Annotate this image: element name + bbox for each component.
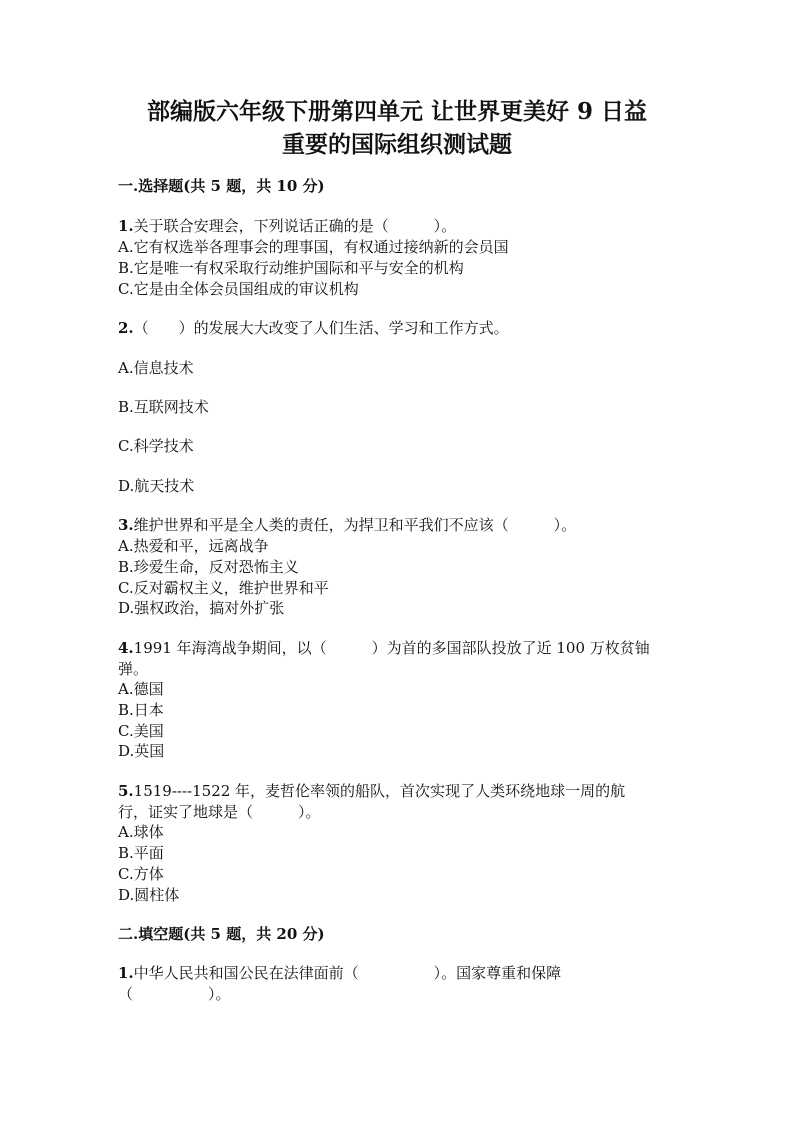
question-text: 中华人民共和国公民在法律面前（ ）。国家尊重和保障: [133, 964, 562, 982]
question-1-stem: [118, 216, 456, 236]
question-text: （ ）的发展大大改变了人们生活、学习和工作方式。: [133, 319, 509, 337]
question-5-option-c: C.方体: [118, 865, 164, 883]
document-title-line-2: 重要的国际组织测试题: [282, 131, 512, 158]
question-1-option-b: B.它是唯一有权采取行动维护国际和平与安全的机构: [118, 259, 464, 277]
question-4-option-a: A.德国: [118, 680, 164, 698]
question-5-option-a: A.球体: [118, 823, 164, 841]
question-5-option-b: B.平面: [118, 844, 164, 862]
question-2-option-c: C.科学技术: [118, 437, 194, 455]
question-text: 关于联合安理会，下列说话正确的是（ ）。: [133, 217, 457, 235]
question-number: 5.: [118, 782, 134, 800]
question-4-stem: [118, 638, 650, 658]
question-4-option-c: C.美国: [118, 722, 164, 740]
question-3-option-a: A.热爱和平，远离战争: [118, 537, 269, 555]
fill-question-1-stem: [118, 963, 561, 983]
question-text: 维护世界和平是全人类的责任，为捍卫和平我们不应该（ ）。: [133, 516, 577, 534]
section-heading-choice: 一.选择题(共 5 题，共 10 分): [118, 177, 325, 195]
question-3-option-d: D.强权政治，搞对外扩张: [118, 599, 285, 617]
question-number: 3.: [118, 516, 134, 534]
question-3-option-c: C.反对霸权主义，维护世界和平: [118, 579, 329, 597]
question-number: 1.: [118, 217, 134, 235]
question-4-stem-continued: 弹。: [118, 660, 149, 678]
question-2-stem: [118, 318, 509, 338]
question-3-option-b: B.珍爱生命，反对恐怖主义: [118, 558, 299, 576]
question-number: 1.: [118, 964, 134, 982]
question-2-option-b: B.互联网技术: [118, 398, 209, 416]
question-number: 4.: [118, 639, 134, 657]
section-heading-fill-blank: 二.填空题(共 5 题，共 20 分): [118, 925, 325, 943]
question-3-stem: [118, 515, 576, 535]
question-1-option-a: A.它有权选举各理事会的理事国，有权通过接纳新的会员国: [118, 238, 509, 256]
question-1-option-c: C.它是由全体会员国组成的审议机构: [118, 280, 359, 298]
question-number: 2.: [118, 319, 134, 337]
question-text: 1519----1522 年，麦哲伦率领的船队，首次实现了人类环绕地球一周的航: [133, 782, 626, 800]
document-title-line-1: 部编版六年级下册第四单元 让世界更美好 9 日益: [146, 98, 648, 125]
question-2-option-d: D.航天技术: [118, 477, 195, 495]
question-5-option-d: D.圆柱体: [118, 886, 180, 904]
question-2-option-a: A.信息技术: [118, 359, 194, 377]
fill-question-1-stem-continued: （ ）。: [118, 985, 231, 1003]
question-text: 1991 年海湾战争期间，以（ ）为首的多国部队投放了近 100 万枚贫铀: [133, 639, 650, 657]
question-5-stem: [118, 781, 625, 801]
question-4-option-d: D.英国: [118, 742, 165, 760]
question-4-option-b: B.日本: [118, 701, 164, 719]
question-5-stem-continued: 行，证实了地球是（ ）。: [118, 803, 321, 821]
